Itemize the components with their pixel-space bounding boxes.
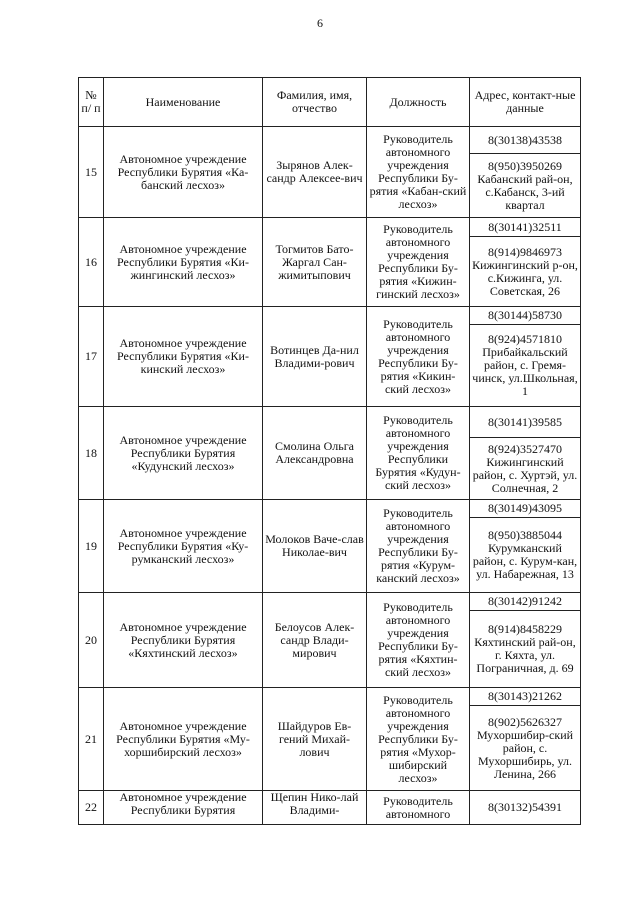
- row-position: Руководитель автономного учреждения Республики Бу-рятия «Кижин-гинский лесхоз»: [367, 218, 470, 307]
- row-phone: 8(30143)21262: [470, 688, 581, 706]
- row-num: 21: [79, 688, 104, 791]
- row-num: 19: [79, 500, 104, 593]
- row-position: Руководитель автономного учреждения Республики Бу-рятия «Кабан-ский лесхоз»: [367, 127, 470, 218]
- row-position: Руководитель автономного учреждения Республики Бурятия «Кудун-ский лесхоз»: [367, 407, 470, 500]
- table-row: [79, 688, 581, 706]
- row-num: 18: [79, 407, 104, 500]
- row-num: 22: [79, 791, 104, 825]
- row-org-name: Автономное учреждение Республики Бурятия: [104, 791, 263, 825]
- table-row: [79, 593, 581, 611]
- table-row: [79, 127, 581, 154]
- row-address: 8(914)9846973 Кижингинский р-он, с.Кижинга, ул. Советская, 26: [470, 237, 581, 307]
- row-num: 15: [79, 127, 104, 218]
- row-fio: Смолина Ольга Александровна: [263, 407, 367, 500]
- row-phone: 8(30132)54391: [470, 791, 581, 825]
- row-address: 8(924)4571810 Прибайкальский район, с. Гремя-чинск, ул.Школьная, 1: [470, 325, 581, 407]
- row-fio: Щепин Нико-лай Владими-: [263, 791, 367, 825]
- table-row: [79, 407, 581, 438]
- row-address: 8(950)3950269 Кабанский рай-он, с.Кабанск, 3-ий квартал: [470, 154, 581, 218]
- header-position: Должность: [367, 78, 470, 127]
- header-fio: Фамилия, имя, отчество: [263, 78, 367, 127]
- row-org-name: Автономное учреждение Республики Бурятия «Ки-кинский лесхоз»: [104, 307, 263, 407]
- row-position: Руководитель автономного учреждения Республики Бу-рятия «Кяхтин-ский лесхоз»: [367, 593, 470, 688]
- table-row: [79, 218, 581, 237]
- row-fio: Тогмитов Бато-Жаргал Сан-жимитыпович: [263, 218, 367, 307]
- row-fio: Вотинцев Да-нил Владими-рович: [263, 307, 367, 407]
- row-org-name: Автономное учреждение Республики Бурятия «Кяхтинский лесхоз»: [104, 593, 263, 688]
- row-org-name: Автономное учреждение Республики Бурятия «Ку-румканский лесхоз»: [104, 500, 263, 593]
- row-position: Руководитель автономного: [367, 791, 470, 825]
- row-num: 17: [79, 307, 104, 407]
- row-phone: 8(30138)43538: [470, 127, 581, 154]
- row-address: 8(902)5626327 Мухоршибир-ский район, с. Мухоршибирь, ул. Ленина, 266: [470, 706, 581, 791]
- row-address: 8(950)3885044 Курумканский район, с. Курум-кан, ул. Набарежная, 13: [470, 518, 581, 593]
- row-fio: Белоусов Алек-сандр Влади-мирович: [263, 593, 367, 688]
- row-org-name: Автономное учреждение Республики Бурятия «Му-хоршибирский лесхоз»: [104, 688, 263, 791]
- row-address: 8(924)3527470 Кижингинский район, с. Хуртэй, ул. Солнечная, 2: [470, 438, 581, 500]
- row-fio: Молоков Ваче-слав Николае-вич: [263, 500, 367, 593]
- row-org-name: Автономное учреждение Республики Бурятия «Ка-банский лесхоз»: [104, 127, 263, 218]
- table-row: [79, 500, 581, 518]
- row-phone: 8(30141)32511: [470, 218, 581, 237]
- row-position: Руководитель автономного учреждения Республики Бу-рятия «Мухор-шибирский лесхоз»: [367, 688, 470, 791]
- page-number: 6: [317, 16, 323, 30]
- table-row: [79, 307, 581, 325]
- row-phone: 8(30144)58730: [470, 307, 581, 325]
- header-name: Наименование: [104, 78, 263, 127]
- row-phone: 8(30142)91242: [470, 593, 581, 611]
- table-row: [79, 791, 581, 825]
- row-num: 16: [79, 218, 104, 307]
- row-fio: Шайдуров Ев-гений Михай-лович: [263, 688, 367, 791]
- row-org-name: Автономное учреждение Республики Бурятия «Кудунский лесхоз»: [104, 407, 263, 500]
- forestry-registry-table: [78, 77, 581, 825]
- row-org-name: Автономное учреждение Республики Бурятия «Ки-жингинский лесхоз»: [104, 218, 263, 307]
- row-fio: Зырянов Алек-сандр Алексее-вич: [263, 127, 367, 218]
- row-position: Руководитель автономного учреждения Республики Бу-рятия «Кикин-ский лесхоз»: [367, 307, 470, 407]
- table-header-row: [79, 78, 581, 127]
- row-address: 8(914)8458229 Кяхтинский рай-он, г. Кяхта, ул. Пограничная, д. 69: [470, 611, 581, 688]
- row-phone: 8(30149)43095: [470, 500, 581, 518]
- row-position: Руководитель автономного учреждения Республики Бу-рятия «Курум-канский лесхоз»: [367, 500, 470, 593]
- header-address: Адрес, контакт-ные данные: [470, 78, 581, 127]
- row-phone: 8(30141)39585: [470, 407, 581, 438]
- row-num: 20: [79, 593, 104, 688]
- header-num: № п/ п: [79, 78, 104, 127]
